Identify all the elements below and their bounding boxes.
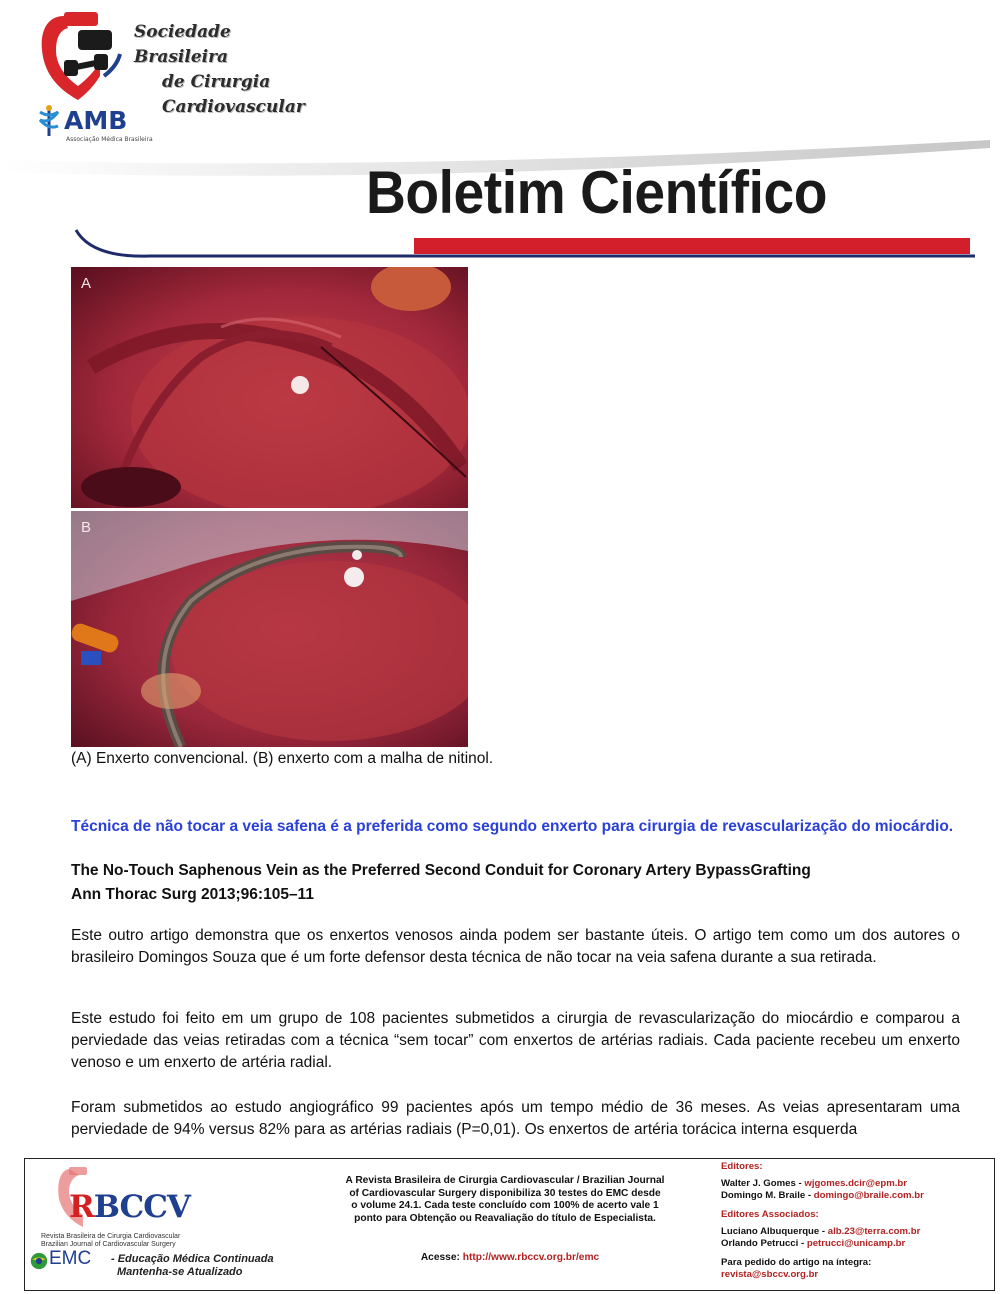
- surgery-photo-b: [71, 511, 468, 747]
- associate-editor-1: [721, 1226, 989, 1238]
- article-request-email[interactable]: revista@sbccv.org.br: [721, 1269, 819, 1280]
- article-title-portuguese: Técnica de não tocar a veia safena é a preferida como segundo enxerto para cirurgia de revascularização do miocárdio.: [71, 818, 954, 835]
- rbccv-subtitle-en: Brazilian Journal of Cardiovascular Surgery: [41, 1241, 176, 1248]
- emc-description: A Revista Brasileira de Cirurgia Cardiovascular / Brazilian Journal of Cardiovascular Surgery disponibiliza 30 testes do EMC desde o volume 24.1. Cada teste concluído com 100% de acerto vale 1 ponto para Obtenção ou Reavaliação do título de Especialista.: [345, 1175, 665, 1224]
- access-line: [345, 1252, 675, 1263]
- amb-subtitle: Associação Médica Brasileira: [66, 136, 153, 143]
- associate-editor-1-name: Luciano Albuquerque -: [721, 1226, 828, 1237]
- associate-editor-2-email[interactable]: petrucci@unicamp.br: [806, 1238, 906, 1249]
- editor-2: [721, 1190, 989, 1202]
- editor-1-email[interactable]: wjgomes.dcir@epm.br: [804, 1178, 908, 1189]
- bulletin-title: Boletim Científico: [366, 159, 827, 226]
- panel-b-label: B: [81, 519, 92, 536]
- editors-heading: Editores:: [721, 1161, 763, 1172]
- editor-2-name: Domingo M. Braile -: [721, 1190, 814, 1201]
- associate-editors-heading: Editores Associados:: [721, 1209, 819, 1220]
- associate-editor-2-name: Orlando Petrucci -: [721, 1238, 807, 1249]
- amb-label: AMB: [64, 106, 128, 135]
- society-name-line-2: de Cirurgia: [162, 72, 271, 92]
- globe-icon: [29, 1251, 49, 1271]
- access-label: Acesse:: [420, 1252, 463, 1263]
- article-citation: Ann Thorac Surg 2013;96:105–11: [71, 886, 314, 903]
- editor-2-email[interactable]: domingo@braile.com.br: [813, 1190, 924, 1201]
- rbccv-subtitle: [41, 1233, 180, 1249]
- heart-logo-icon: [34, 10, 126, 102]
- figure-panel-a: [71, 267, 468, 508]
- access-link[interactable]: http://www.rbccv.org.br/emc: [462, 1252, 600, 1263]
- emc-tagline: [111, 1253, 274, 1279]
- article-paragraph-2: Este estudo foi feito em um grupo de 108 pacientes submetidos a cirurgia de revascularização do miocárdio e comparou a perviedade das veias retiradas com a técnica “sem tocar” com enxertos de artérias radiais. Cada paciente recebeu um enxerto venoso e um enxerto de artéria radial.: [71, 1010, 960, 1071]
- associate-editor-1-email[interactable]: alb.23@terra.com.br: [827, 1226, 921, 1237]
- emc-tagline-line-1: - Educação Médica Continuada: [111, 1253, 274, 1265]
- rbccv-logo-rest: BCCV: [93, 1189, 190, 1225]
- society-name-line-1: Sociedade Brasileira: [134, 22, 231, 67]
- editors-block: [721, 1161, 989, 1281]
- emc-label: EMC: [49, 1248, 92, 1269]
- article-paragraph-1: Este outro artigo demonstra que os enxertos venosos ainda podem ser bastante úteis. O artigo tem como um dos autores o brasileiro Domingos Souza que é um forte defensor desta técnica de não tocar na veia safena durante a sua retirada.: [71, 927, 960, 966]
- editor-1-name: Walter J. Gomes -: [721, 1178, 805, 1189]
- emc-tagline-line-2: Mantenha-se Atualizado: [117, 1266, 243, 1278]
- rbccv-logo-r: R: [69, 1189, 94, 1225]
- sbccv-logo: [30, 8, 330, 117]
- surgery-photo-a: [71, 267, 468, 508]
- footer-banner: [24, 1158, 995, 1291]
- rbccv-subtitle-pt: Revista Brasileira de Cirurgia Cardiovascular: [41, 1233, 181, 1240]
- figure-panel-b: [71, 511, 468, 747]
- rbccv-logo: [69, 1189, 190, 1225]
- article-request-label: Para pedido do artigo na íntegra:: [721, 1257, 872, 1268]
- article-title-english: The No-Touch Saphenous Vein as the Preferred Second Conduit for Coronary Artery BypassGrafting: [71, 862, 811, 879]
- figure-caption: (A) Enxerto convencional. (B) enxerto com a malha de nitinol.: [71, 750, 494, 767]
- associate-editor-2: [721, 1238, 989, 1250]
- editor-1: [721, 1178, 989, 1190]
- society-name-line-3: Cardiovascular: [162, 97, 305, 117]
- article-paragraph-3: Foram submetidos ao estudo angiográfico 99 pacientes após um tempo médio de 36 meses. As veias apresentaram uma perviedade de 94% versus 82% para as artérias radiais (P=0,01). Os enxertos de artéria torácica interna esquerda: [71, 1099, 960, 1138]
- panel-a-label: A: [81, 275, 92, 292]
